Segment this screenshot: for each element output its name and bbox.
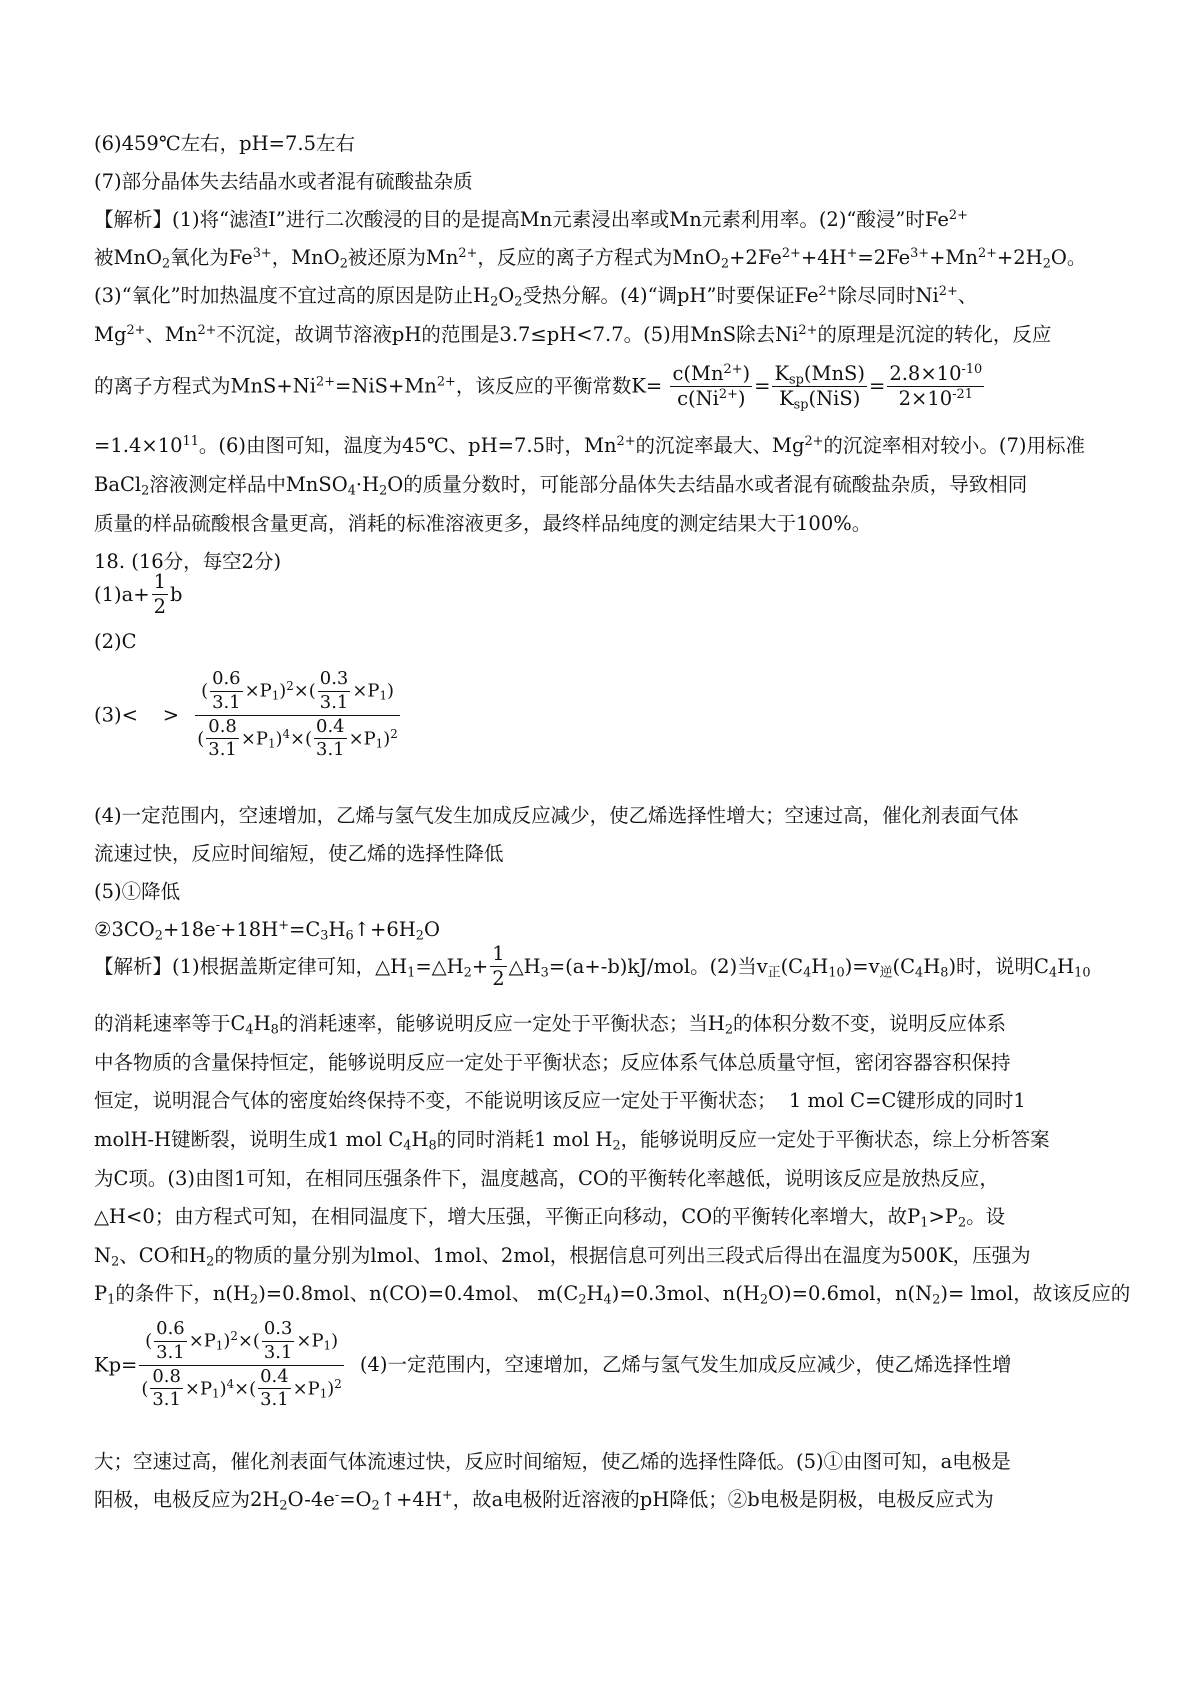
k-fraction-2: $\frac{K_{sp}(MnS)}{K_{sp}(NiS)}$ — [774, 362, 865, 414]
k-fraction-3: $\frac{2.8\times 10^{-10}}{2\times 10^{-21}}$ — [889, 361, 983, 411]
analysis-line-1: 【解析】(1)将“滤渣I”进行二次酸浸的目的是提高Mn元素浸出率或Mn元素利用率。(2)“酸浸”时$Fe^{2+}$ — [94, 207, 968, 231]
analysis18-line-4: 恒定，说明混合气体的密度始终保持不变，不能说明该反应一定处于平衡状态； 1 mol C=C键形成的同时1 — [94, 1089, 1026, 1112]
analysis-line-3: (3)“氧化”时加热温度不宜过高的原因是防止$H_2O_2$受热分解。(4)“调pH”时要保证$Fe^{2+}$除尽同时$Ni^{2+}$、 — [94, 283, 978, 310]
answer-18-4-line-1: (4)一定范围内，空速增加，乙烯与氢气发生加成反应减少，使乙烯选择性增大；空速过高，催化剂表面气体 — [94, 804, 1019, 827]
kp-fraction-answer: ( $\frac{0.6}{3.1}$ $\times P_1)^2\times$( $\frac{0.3}{3.1}$ $\times P_1$) ( $\frac{0.8}{3.1}$ $\times P_1)^4\times$( $\frac{0.4}{3.1}$ $\times P_1)^2$ — [197, 668, 398, 761]
answer-18-2: (2)C — [94, 630, 137, 653]
analysis18-line-11: 大；空速过高，催化剂表面气体流速过快，反应时间缩短，使乙烯的选择性降低。(5)①由图可知，a电极是 — [94, 1450, 1011, 1473]
analysis-line-2: 被MnO$_2$氧化为$Fe^{3+}$，MnO$_2$被还原为$Mn^{2+}$，反应的离子方程式为$MnO_2+2Fe^{2+}+4H^+=2Fe^{3+}+Mn^{2+}+2H_2O$。 — [94, 245, 1087, 272]
analysis18-line-2: 的消耗速率等于$C_4H_8$的消耗速率，能够说明反应一定处于平衡状态；当$H_2$的体积分数不变，说明反应体系 — [94, 1012, 1007, 1038]
question-18-header: 18. (16分，每空2分) — [94, 550, 282, 573]
answer-18-1: (1)a+ $\frac{1}{2}$ b — [94, 570, 183, 619]
answer-7: (7)部分晶体失去结晶水或者混有硫酸盐杂质 — [94, 170, 473, 193]
kp-expression-line: Kp= ( $\frac{0.6}{3.1}$ $\times P_1)^2\times$( $\frac{0.3}{3.1}$ $\times P_1$) ( $\frac{0.8}{3.1}$ $\times P_1)^4\times$( $\frac{0.4}{3.1}$ $\times P_1)^2$ (4)一定范围内，空速增加，乙烯与氢气发生加成反应减少，使乙烯选择性增 — [94, 1318, 1012, 1411]
analysis-line-6: $=1.4\times 10^{11}$。(6)由图可知，温度为45℃、pH=7.5时，$Mn^{2+}$的沉淀率最大、$Mg^{2+}$的沉淀率相对较小。(7)用标准 — [94, 433, 1086, 457]
analysis18-line-3: 中各物质的含量保持恒定，能够说明反应一定处于平衡状态；反应体系气体总质量守恒，密闭容器容积保持 — [94, 1051, 1011, 1074]
analysis18-line-12: 阳极，电极反应为$2H_2O-4e^-=O_2↑+4H^+$，故a电极附近溶液的pH降低；②b电极是阴极，电极反应式为 — [94, 1487, 994, 1514]
answer-18-4-line-2: 流速过快，反应时间缩短，使乙烯的选择性降低 — [94, 842, 504, 865]
analysis-line-5: 的离子方程式为$MnS+Ni^{2+}=NiS+Mn^{2+}$，该反应的平衡常数K= $\frac{c(Mn^{2+})}{c(Ni^{2+})}$ = $\frac{K_{sp}(MnS)}{K_{sp}(NiS)}$ = $\frac{2.8\times 10^{-10}}{2\times 10^{-21}}$ — [94, 361, 983, 414]
answer-18-5: (5)①降低 — [94, 880, 181, 903]
analysis18-line-8: $N_2$、CO和$H_2$的物质的量分别为lmol、1mol、2mol，根据信息可列出三段式后得出在温度为500K，压强为 — [94, 1244, 1031, 1270]
analysis18-line-7: △H<0；由方程式可知，在相同温度下，增大压强，平衡正向移动，CO的平衡转化率增大，故$P_1>P_2$。设 — [94, 1205, 1006, 1231]
analysis18-line-6: 为C项。(3)由图1可知，在相同压强条件下，温度越高，CO的平衡转化率越低，说明该反应是放热反应， — [94, 1167, 999, 1190]
analysis18-line-5: molH-H键断裂，说明生成1 mol $C_4H_8$的同时消耗1 mol $H_2$，能够说明反应一定处于平衡状态，综上分析答案 — [94, 1128, 1050, 1154]
answer-18-5-equation: $②3CO_2+18e^-+18H^+=C_3H_6↑+6H_2O$ — [94, 917, 440, 944]
kp-fraction-analysis: ( $\frac{0.6}{3.1}$ $\times P_1)^2\times$( $\frac{0.3}{3.1}$ $\times P_1$) ( $\frac{0.8}{3.1}$ $\times P_1)^4\times$( $\frac{0.4}{3.1}$ $\times P_1)^2$ — [141, 1318, 342, 1411]
answer-6: (6)459℃左右，pH=7.5左右 — [94, 132, 355, 155]
answer-18-3: (3)< > ( $\frac{0.6}{3.1}$ $\times P_1)^2\times$( $\frac{0.3}{3.1}$ $\times P_1$) ( $\frac{0.8}{3.1}$ $\times P_1)^4\times$( $\frac{0.4}{3.1}$ $\times P_1)^2$ — [94, 668, 398, 761]
analysis18-line-1: 【解析】(1)根据盖斯定律可知，$\triangle H_1=\triangle H_2+$ $\frac{1}{2}$ $\triangle H_3=(a+-b)kJ$/mol。(2)当$v_正(C_4H_{10})=v_逆(C_4H_8)$时，说明$C_4H_{10}$ — [94, 942, 1091, 991]
analysis-line-8: 质量的样品硫酸根含量更高，消耗的标准溶液更多，最终样品纯度的测定结果大于100%。 — [94, 512, 872, 535]
k-fraction-1: $\frac{c(Mn^{2+})}{c(Ni^{2+})}$ — [672, 361, 751, 411]
analysis-line-7: BaCl$_2$溶液测定样品中$MnSO_4\cdot H_2O$的质量分数时，可能部分晶体失去结晶水或者混有硫酸盐杂质，导致相同 — [94, 473, 1028, 499]
analysis18-line-9: $P_1$的条件下，$n(H_2)=0.8mol$、n(CO)=0.4mol、 $m(C_2H_4)=0.3mol$、$n(H_2O)=0.6mol$，$n(N_2)=$ lmol，故该反应的 — [94, 1282, 1131, 1308]
analysis-line-4: $Mg^{2+}$、$Mn^{2+}$不沉淀，故调节溶液pH的范围是3.7≤pH<7.7。(5)用MnS除去$Ni^{2+}$的原理是沉淀的转化，反应 — [94, 322, 1052, 346]
